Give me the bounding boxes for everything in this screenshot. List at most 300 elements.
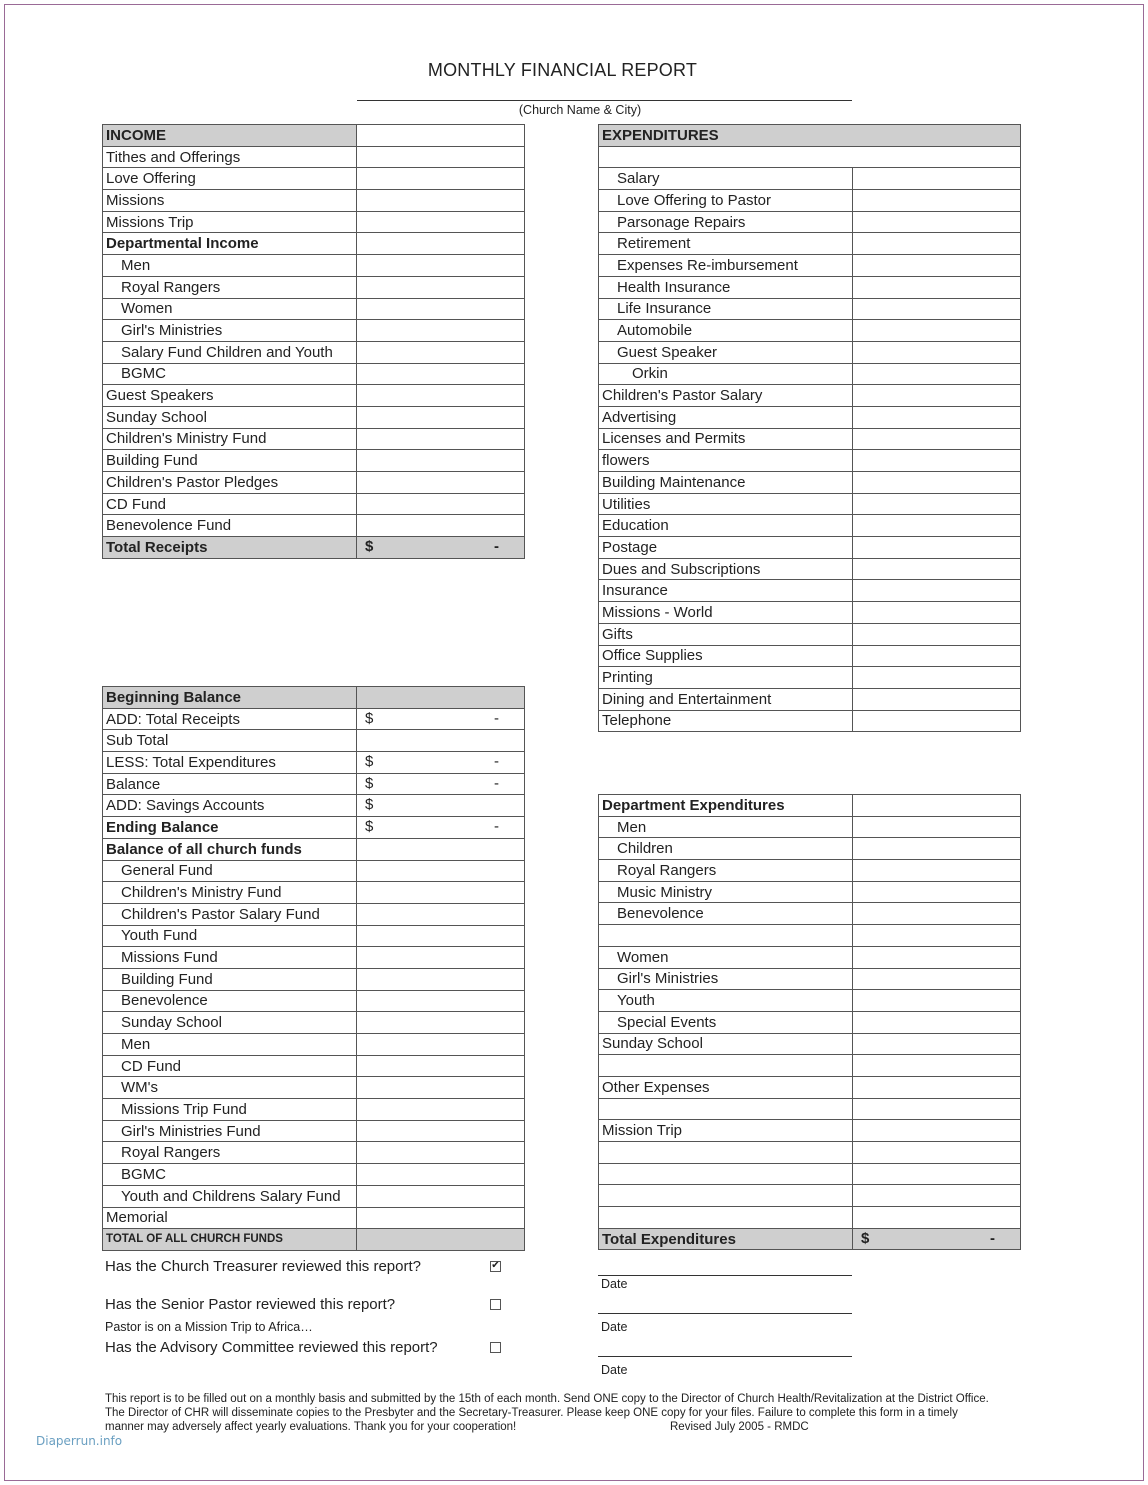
balance-total-label: TOTAL OF ALL CHURCH FUNDS <box>103 1229 357 1251</box>
income-label-salary-fund-children-and-youth: Salary Fund Children and Youth <box>103 341 357 363</box>
expenditures-amount-life-insurance[interactable] <box>853 298 1021 320</box>
dept-expenditures-label-royal-rangers: Royal Rangers <box>599 860 853 882</box>
balance-row <box>103 903 525 925</box>
expenditures-row <box>599 276 1021 298</box>
expenditures-row <box>599 255 1021 277</box>
dept-expenditures-row <box>599 990 1021 1012</box>
expenditures-row <box>599 168 1021 190</box>
expenditures-amount-licenses-and-permits[interactable] <box>853 428 1021 450</box>
dept-expenditures-label-other-expenses: Other Expenses <box>599 1076 853 1098</box>
expenditures-row <box>599 710 1021 732</box>
balance-amount-missions-fund[interactable] <box>357 947 525 969</box>
income-row <box>103 493 525 515</box>
expenditures-amount-utilities[interactable] <box>853 493 1021 515</box>
balance-row <box>103 882 525 904</box>
senior-pastor-note: Pastor is on a Mission Trip to Africa… <box>105 1320 313 1334</box>
expenditures-amount-dues-and-subscriptions[interactable] <box>853 558 1021 580</box>
balance-row <box>103 1164 525 1186</box>
expenditures-label-dues-and-subscriptions: Dues and Subscriptions <box>599 558 853 580</box>
income-amount-children-s-ministry-fund[interactable] <box>357 428 525 450</box>
expenditures-row <box>599 623 1021 645</box>
expenditures-row <box>599 233 1021 255</box>
dept-expenditures-row <box>599 1163 1021 1185</box>
balance-row <box>103 1120 525 1142</box>
expenditures-row <box>599 645 1021 667</box>
currency-symbol: $ <box>365 538 374 556</box>
expenditures-amount-retirement[interactable] <box>853 233 1021 255</box>
income-label-royal-rangers: Royal Rangers <box>103 276 357 298</box>
balance-row <box>103 1055 525 1077</box>
balance-label-less-total-expenditures: LESS: Total Expenditures <box>103 752 357 774</box>
dept-expenditures-total-row <box>599 1228 1021 1250</box>
dept-expenditures-label-men: Men <box>599 816 853 838</box>
income-total-label: Total Receipts <box>103 537 357 559</box>
expenditures-label-automobile: Automobile <box>599 320 853 342</box>
dept-expenditures-row <box>599 1207 1021 1229</box>
balance-row <box>103 1012 525 1034</box>
church-name-line[interactable] <box>357 100 852 101</box>
expenditures-row <box>599 515 1021 537</box>
dept-expenditures-label-blank <box>599 1163 853 1185</box>
income-total-row <box>103 537 525 559</box>
income-label-departmental-income: Departmental Income <box>103 233 357 255</box>
income-row <box>103 255 525 277</box>
expenditures-label-expenses-re-imbursement: Expenses Re-imbursement <box>599 255 853 277</box>
balance-row <box>103 795 525 817</box>
expenditures-row <box>599 428 1021 450</box>
dept-expenditures-label-blank <box>599 1185 853 1207</box>
dept-expenditures-row <box>599 968 1021 990</box>
expenditures-label-postage: Postage <box>599 537 853 559</box>
expenditures-label-guest-speaker: Guest Speaker <box>599 341 853 363</box>
expenditures-amount-guest-speaker[interactable] <box>853 341 1021 363</box>
balance-row <box>103 773 525 795</box>
income-row <box>103 515 525 537</box>
balance-row <box>103 860 525 882</box>
balance-amount-balance-of-all-church-funds[interactable] <box>357 838 525 860</box>
expenditures-amount-printing[interactable] <box>853 667 1021 689</box>
dept-expenditures-row <box>599 860 1021 882</box>
dept-expenditures-amount-blank[interactable] <box>853 925 1021 947</box>
income-label-sunday-school: Sunday School <box>103 406 357 428</box>
income-table <box>102 124 525 559</box>
expenditures-amount-missions-world[interactable] <box>853 602 1021 624</box>
balance-row <box>103 752 525 774</box>
balance-amount-youth-fund[interactable] <box>357 925 525 947</box>
dept-expenditures-amount-music-ministry[interactable] <box>853 881 1021 903</box>
expenditures-row <box>599 385 1021 407</box>
dept-expenditures-amount-men[interactable] <box>853 816 1021 838</box>
dept-expenditures-total-label: Total Expenditures <box>599 1228 853 1250</box>
dept-expenditures-amount-youth[interactable] <box>853 990 1021 1012</box>
expenditures-label-health-insurance: Health Insurance <box>599 276 853 298</box>
income-row <box>103 450 525 472</box>
currency-symbol: $ <box>365 774 374 792</box>
expenditures-label-building-maintenance: Building Maintenance <box>599 472 853 494</box>
balance-row <box>103 968 525 990</box>
expenditures-label-utilities: Utilities <box>599 493 853 515</box>
balance-label-wm-s: WM's <box>103 1077 357 1099</box>
dept-expenditures-total-amount[interactable] <box>853 1228 1021 1250</box>
balance-header-amount[interactable] <box>357 687 525 709</box>
balance-amount-royal-rangers[interactable] <box>357 1142 525 1164</box>
expenditures-row <box>599 341 1021 363</box>
income-row <box>103 363 525 385</box>
balance-header-row <box>103 687 525 709</box>
currency-symbol: $ <box>365 818 374 836</box>
dept-expenditures-label-youth: Youth <box>599 990 853 1012</box>
income-label-tithes-and-offerings: Tithes and Offerings <box>103 146 357 168</box>
report-title: MONTHLY FINANCIAL REPORT <box>427 60 698 80</box>
income-amount-building-fund[interactable] <box>357 450 525 472</box>
income-label-building-fund: Building Fund <box>103 450 357 472</box>
dept-expenditures-amount-women[interactable] <box>853 946 1021 968</box>
department-expenditures-table <box>598 794 1021 1250</box>
expenditures-row <box>599 450 1021 472</box>
balance-label-ending-balance: Ending Balance <box>103 817 357 839</box>
income-label-children-s-ministry-fund: Children's Ministry Fund <box>103 428 357 450</box>
treasurer-review-question: Has the Church Treasurer reviewed this report? <box>105 1258 421 1275</box>
balance-label-royal-rangers: Royal Rangers <box>103 1142 357 1164</box>
expenditures-label-printing: Printing <box>599 667 853 689</box>
expenditures-amount-automobile[interactable] <box>853 320 1021 342</box>
balance-row <box>103 817 525 839</box>
dept-expenditures-label-children: Children <box>599 838 853 860</box>
expenditures-amount-telephone[interactable] <box>853 710 1021 732</box>
dept-expenditures-label-women: Women <box>599 946 853 968</box>
income-amount-departmental-income[interactable] <box>357 233 525 255</box>
balance-total-row <box>103 1229 525 1251</box>
balance-amount-missions-trip-fund[interactable] <box>357 1099 525 1121</box>
treasurer-date-line[interactable] <box>598 1275 852 1276</box>
dept-expenditures-amount-mission-trip[interactable] <box>853 1120 1021 1142</box>
dept-expenditures-label-girl-s-ministries: Girl's Ministries <box>599 968 853 990</box>
income-row <box>103 428 525 450</box>
dept-expenditures-amount-children[interactable] <box>853 838 1021 860</box>
income-row <box>103 298 525 320</box>
expenditures-row <box>599 146 1021 168</box>
balance-amount-girl-s-ministries-fund[interactable] <box>357 1120 525 1142</box>
dept-expenditures-amount-blank[interactable] <box>853 1055 1021 1077</box>
expenditures-label-advertising: Advertising <box>599 406 853 428</box>
balance-amount-less-total-expenditures[interactable] <box>357 752 525 774</box>
dept-expenditures-row <box>599 1011 1021 1033</box>
balance-label-balance: Balance <box>103 773 357 795</box>
balance-amount-ending-balance[interactable] <box>357 817 525 839</box>
expenditures-row <box>599 211 1021 233</box>
balance-row <box>103 990 525 1012</box>
balance-label-children-s-pastor-salary-fund: Children's Pastor Salary Fund <box>103 903 357 925</box>
balance-label-men: Men <box>103 1034 357 1056</box>
balance-header: Beginning Balance <box>103 687 357 709</box>
balance-label-missions-fund: Missions Fund <box>103 947 357 969</box>
income-row <box>103 146 525 168</box>
expenditures-label-missions-world: Missions - World <box>599 602 853 624</box>
expenditures-amount-flowers[interactable] <box>853 450 1021 472</box>
income-amount-salary-fund-children-and-youth[interactable] <box>357 341 525 363</box>
dept-expenditures-amount-blank[interactable] <box>853 1207 1021 1229</box>
expenditures-amount-expenses-re-imbursement[interactable] <box>853 255 1021 277</box>
income-amount-tithes-and-offerings[interactable] <box>357 146 525 168</box>
expenditures-amount-parsonage-repairs[interactable] <box>853 211 1021 233</box>
balance-row <box>103 838 525 860</box>
income-header: INCOME <box>103 125 357 147</box>
dept-expenditures-label-special-events: Special Events <box>599 1011 853 1033</box>
dept-expenditures-amount-blank[interactable] <box>853 1142 1021 1164</box>
dept-expenditures-amount-benevolence[interactable] <box>853 903 1021 925</box>
senior-pastor-date-line[interactable] <box>598 1313 852 1314</box>
balance-label-missions-trip-fund: Missions Trip Fund <box>103 1099 357 1121</box>
footer-line-2: The Director of CHR will disseminate copies to the Presbyter and the Secretary-Treasurer. Please keep ONE copy for your files. Failure to complete this form in a timely <box>105 1407 958 1419</box>
balance-table <box>102 686 525 1251</box>
expenditures-amount-gifts[interactable] <box>853 623 1021 645</box>
income-amount-missions-trip[interactable] <box>357 211 525 233</box>
dept-expenditures-label-blank <box>599 925 853 947</box>
expenditures-amount-insurance[interactable] <box>853 580 1021 602</box>
dept-expenditures-amount-royal-rangers[interactable] <box>853 860 1021 882</box>
expenditures-label-education: Education <box>599 515 853 537</box>
balance-amount-add-total-receipts[interactable] <box>357 708 525 730</box>
treasurer-review-checkbox[interactable]: ✔ <box>491 1260 500 1271</box>
advisory-committee-date-line[interactable] <box>598 1356 852 1357</box>
dept-expenditures-label-sunday-school: Sunday School <box>599 1033 853 1055</box>
income-amount-sunday-school[interactable] <box>357 406 525 428</box>
income-row <box>103 320 525 342</box>
balance-row <box>103 1077 525 1099</box>
dept-expenditures-label-mission-trip: Mission Trip <box>599 1120 853 1142</box>
income-amount-children-s-pastor-pledges[interactable] <box>357 472 525 494</box>
income-row <box>103 211 525 233</box>
footer-line-1: This report is to be filled out on a monthly basis and submitted by the 15th of each month. Send ONE copy to the Director of Church Health/Revitalization at the District Office. <box>105 1393 989 1405</box>
dept-expenditures-amount-blank[interactable] <box>853 1098 1021 1120</box>
income-label-cd-fund: CD Fund <box>103 493 357 515</box>
expenditures-amount-advertising[interactable] <box>853 406 1021 428</box>
revision-note: Revised July 2005 - RMDC <box>670 1421 809 1433</box>
balance-amount-wm-s[interactable] <box>357 1077 525 1099</box>
balance-amount-memorial[interactable] <box>357 1207 525 1229</box>
currency-symbol: $ <box>365 796 374 814</box>
balance-row <box>103 1142 525 1164</box>
balance-label-sunday-school: Sunday School <box>103 1012 357 1034</box>
balance-amount-benevolence[interactable] <box>357 990 525 1012</box>
balance-label-building-fund: Building Fund <box>103 968 357 990</box>
income-amount-men[interactable] <box>357 255 525 277</box>
balance-total-amount[interactable] <box>357 1229 525 1251</box>
income-header-row <box>103 125 525 147</box>
balance-row <box>103 708 525 730</box>
balance-amount-youth-and-childrens-salary-fund[interactable] <box>357 1185 525 1207</box>
expenditures-row <box>599 363 1021 385</box>
expenditures-amount-health-insurance[interactable] <box>853 276 1021 298</box>
balance-amount-building-fund[interactable] <box>357 968 525 990</box>
balance-row <box>103 1034 525 1056</box>
balance-amount-children-s-ministry-fund[interactable] <box>357 882 525 904</box>
income-header-amount[interactable] <box>357 125 525 147</box>
dept-expenditures-row <box>599 925 1021 947</box>
expenditures-row <box>599 406 1021 428</box>
expenditures-header: EXPENDITURES <box>599 125 1021 147</box>
expenditures-amount-orkin[interactable] <box>853 363 1021 385</box>
dept-expenditures-header-amount[interactable] <box>853 795 1021 817</box>
watermark-text: Diaperrun.info <box>36 1434 123 1448</box>
income-row <box>103 385 525 407</box>
income-row <box>103 168 525 190</box>
balance-row <box>103 947 525 969</box>
expenditures-label-insurance: Insurance <box>599 580 853 602</box>
balance-amount-men[interactable] <box>357 1034 525 1056</box>
income-amount-guest-speakers[interactable] <box>357 385 525 407</box>
dept-expenditures-row <box>599 838 1021 860</box>
expenditures-label-orkin: Orkin <box>599 363 853 385</box>
dept-expenditures-amount-other-expenses[interactable] <box>853 1076 1021 1098</box>
expenditures-amount-love-offering-to-pastor[interactable] <box>853 190 1021 212</box>
income-label-women: Women <box>103 298 357 320</box>
balance-row <box>103 730 525 752</box>
expenditures-label-gifts: Gifts <box>599 623 853 645</box>
balance-label-children-s-ministry-fund: Children's Ministry Fund <box>103 882 357 904</box>
expenditures-row <box>599 537 1021 559</box>
dept-expenditures-header-row <box>599 795 1021 817</box>
income-amount-benevolence-fund[interactable] <box>357 515 525 537</box>
income-total-amount[interactable] <box>357 537 525 559</box>
balance-label-girl-s-ministries-fund: Girl's Ministries Fund <box>103 1120 357 1142</box>
footer-line-3: manner may adversely affect yearly evaluations. Thank you for your cooperation! <box>105 1421 517 1433</box>
balance-row <box>103 1207 525 1229</box>
balance-row <box>103 925 525 947</box>
expenditures-label-dining-and-entertainment: Dining and Entertainment <box>599 688 853 710</box>
income-amount-love-offering[interactable] <box>357 168 525 190</box>
income-amount-bgmc[interactable] <box>357 363 525 385</box>
expenditures-label-retirement: Retirement <box>599 233 853 255</box>
amount-value: - <box>494 538 499 556</box>
dept-expenditures-row <box>599 1076 1021 1098</box>
income-amount-royal-rangers[interactable] <box>357 276 525 298</box>
dept-expenditures-amount-sunday-school[interactable] <box>853 1033 1021 1055</box>
expenditures-row <box>599 558 1021 580</box>
balance-label-youth-and-childrens-salary-fund: Youth and Childrens Salary Fund <box>103 1185 357 1207</box>
expenditures-row <box>599 472 1021 494</box>
income-row <box>103 406 525 428</box>
dept-expenditures-header: Department Expenditures <box>599 795 853 817</box>
amount-value: - <box>494 709 499 727</box>
balance-label-add-total-receipts: ADD: Total Receipts <box>103 708 357 730</box>
expenditures-amount-children-s-pastor-salary[interactable] <box>853 385 1021 407</box>
expenditures-label-life-insurance: Life Insurance <box>599 298 853 320</box>
balance-amount-children-s-pastor-salary-fund[interactable] <box>357 903 525 925</box>
dept-expenditures-label-blank <box>599 1098 853 1120</box>
expenditures-amount-salary[interactable] <box>853 168 1021 190</box>
income-row <box>103 190 525 212</box>
advisory-committee-review-checkbox[interactable] <box>490 1342 501 1353</box>
dept-expenditures-row <box>599 1033 1021 1055</box>
income-row <box>103 276 525 298</box>
expenditures-label-parsonage-repairs: Parsonage Repairs <box>599 211 853 233</box>
expenditures-label-office-supplies: Office Supplies <box>599 645 853 667</box>
expenditures-blank-cell[interactable] <box>599 146 1021 168</box>
income-amount-missions[interactable] <box>357 190 525 212</box>
income-row <box>103 472 525 494</box>
balance-amount-bgmc[interactable] <box>357 1164 525 1186</box>
balance-label-general-fund: General Fund <box>103 860 357 882</box>
expenditures-label-telephone: Telephone <box>599 710 853 732</box>
expenditures-row <box>599 580 1021 602</box>
advisory-committee-date-label: Date <box>601 1363 628 1377</box>
income-amount-cd-fund[interactable] <box>357 493 525 515</box>
advisory-committee-review-question: Has the Advisory Committee reviewed this report? <box>105 1339 438 1356</box>
balance-amount-sub-total[interactable] <box>357 730 525 752</box>
expenditures-amount-education[interactable] <box>853 515 1021 537</box>
income-label-men: Men <box>103 255 357 277</box>
expenditures-amount-postage[interactable] <box>853 537 1021 559</box>
dept-expenditures-row <box>599 816 1021 838</box>
senior-pastor-review-checkbox[interactable] <box>490 1299 501 1310</box>
currency-symbol: $ <box>365 709 374 727</box>
balance-label-benevolence: Benevolence <box>103 990 357 1012</box>
income-label-guest-speakers: Guest Speakers <box>103 385 357 407</box>
expenditures-amount-building-maintenance[interactable] <box>853 472 1021 494</box>
balance-amount-cd-fund[interactable] <box>357 1055 525 1077</box>
income-label-benevolence-fund: Benevolence Fund <box>103 515 357 537</box>
income-label-love-offering: Love Offering <box>103 168 357 190</box>
income-label-missions: Missions <box>103 190 357 212</box>
balance-amount-sunday-school[interactable] <box>357 1012 525 1034</box>
dept-expenditures-row <box>599 903 1021 925</box>
dept-expenditures-row <box>599 1098 1021 1120</box>
dept-expenditures-label-blank <box>599 1142 853 1164</box>
dept-expenditures-label-blank <box>599 1207 853 1229</box>
currency-symbol: $ <box>861 1229 870 1247</box>
expenditures-label-flowers: flowers <box>599 450 853 472</box>
expenditures-amount-dining-and-entertainment[interactable] <box>853 688 1021 710</box>
dept-expenditures-row <box>599 1185 1021 1207</box>
balance-amount-balance[interactable] <box>357 773 525 795</box>
amount-value: - <box>990 1229 995 1247</box>
dept-expenditures-amount-blank[interactable] <box>853 1185 1021 1207</box>
dept-expenditures-label-benevolence: Benevolence <box>599 903 853 925</box>
dept-expenditures-amount-girl-s-ministries[interactable] <box>853 968 1021 990</box>
senior-pastor-date-label: Date <box>601 1320 628 1334</box>
dept-expenditures-amount-special-events[interactable] <box>853 1011 1021 1033</box>
income-label-girl-s-ministries: Girl's Ministries <box>103 320 357 342</box>
treasurer-date-label: Date <box>601 1277 628 1291</box>
balance-amount-add-savings-accounts[interactable] <box>357 795 525 817</box>
expenditures-table <box>598 124 1021 732</box>
expenditures-label-licenses-and-permits: Licenses and Permits <box>599 428 853 450</box>
balance-label-youth-fund: Youth Fund <box>103 925 357 947</box>
balance-label-cd-fund: CD Fund <box>103 1055 357 1077</box>
dept-expenditures-row <box>599 1142 1021 1164</box>
senior-pastor-review-question: Has the Senior Pastor reviewed this report? <box>105 1296 396 1313</box>
income-amount-women[interactable] <box>357 298 525 320</box>
amount-value: - <box>494 753 499 771</box>
income-amount-girl-s-ministries[interactable] <box>357 320 525 342</box>
dept-expenditures-row <box>599 946 1021 968</box>
expenditures-amount-office-supplies[interactable] <box>853 645 1021 667</box>
income-label-children-s-pastor-pledges: Children's Pastor Pledges <box>103 472 357 494</box>
expenditures-row <box>599 493 1021 515</box>
balance-amount-general-fund[interactable] <box>357 860 525 882</box>
expenditures-row <box>599 602 1021 624</box>
expenditures-label-love-offering-to-pastor: Love Offering to Pastor <box>599 190 853 212</box>
dept-expenditures-row <box>599 881 1021 903</box>
expenditures-row <box>599 190 1021 212</box>
dept-expenditures-amount-blank[interactable] <box>853 1163 1021 1185</box>
amount-value: - <box>494 774 499 792</box>
balance-label-sub-total: Sub Total <box>103 730 357 752</box>
dept-expenditures-row <box>599 1120 1021 1142</box>
balance-label-memorial: Memorial <box>103 1207 357 1229</box>
expenditures-row <box>599 667 1021 689</box>
